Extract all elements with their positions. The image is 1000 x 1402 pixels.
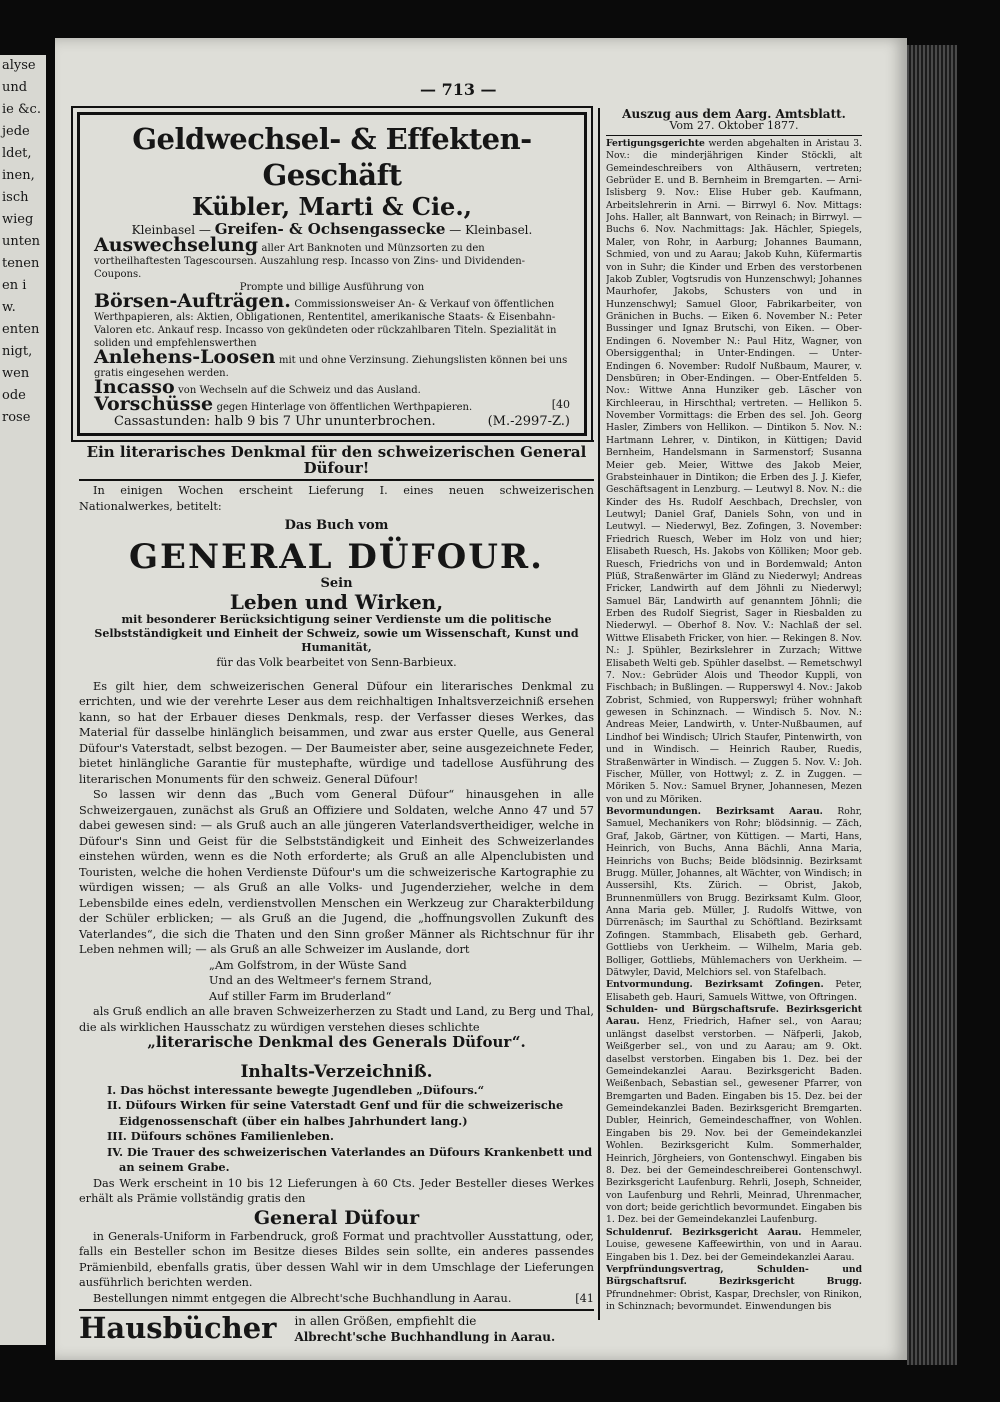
ad-firm: Kübler, Marti & Cie., — [191, 192, 473, 221]
entry-heading: Verpfründungsvertrag, Schulden- und Bürgschaftsruf. Bezirksgericht Brugg. — [606, 1263, 862, 1288]
toc-item: III. Düfours schönes Familienleben. — [107, 1129, 334, 1143]
banner: Ein literarisches Denkmal für den schweizerischen General Düfour! — [86, 443, 587, 477]
ad-line-prompt: Prompte und billige Ausführung von — [239, 282, 425, 293]
entry-text: Rohr, Samuel, Mechanikers von Rohr; blödsinnig. — Zäch, Graf, Jakob, Gärtner, von Küttigen. — Marti, Hans, Heinrich, von Buchs, Anna Bächli, Anna Maria, Heinrichs von Buchs; Beide blödsinnig. Bezirksamt Brugg. Müller, Johannes, alt Wächter, von Windisch; in Aussersihl, Kts. Zürich. — Obrist, Jakob, Brunnenmüllers von Brugg. Bezirksamt Kulm. Gloor, Anna Maria geb. Müller, J. Rudolfs Wittwe, von Dürrenäsch; im Saurthal zu Schöftland. Bezirksamt Zofingen. Stammbach, Elisabeth geb. Gerhard, Gottliebs von Uerkheim. — Wilhelm, Maria geb. Bolliger, Gottliebs, Mühlemachers von Uerkheim. — Dätwyler, David, Melchiors sel. von Stafelbach. — [606, 806, 862, 978]
hausbuecher-ad: Hausbücher in allen Größen, empfiehlt die Albrecht'sche Buchhandlung in Aarau. — [79, 1311, 556, 1346]
fragment-line: inen, — [2, 168, 35, 183]
page-number: — 713 — — [420, 80, 497, 99]
amtsblatt-entry — [606, 138, 862, 806]
paragraph-3: als Gruß endlich an alle braven Schweizerherzen zu Stadt und Land, zu Berg und Thal, die als wirklichen Hausschatz zu würdigen verstehen dieses schlichte — [79, 1005, 594, 1034]
amtsblatt-entries — [606, 138, 862, 1314]
verse-line: Auf stiller Farm im Bruderland“ — [209, 989, 392, 1003]
amtsblatt-column — [606, 108, 862, 1320]
paragraph-1: Es gilt hier, dem schweizerischen General Düfour ein literarisches Denkmal zu errichten, und wie der verehrte Leser aus dem reichhaltigen Inhaltsverzeichniß ersehen kann, so hat der Erbauer dieses Denkmals, resp. der Verfasser dieses Werkes, das Material für dasselbe hinlänglich beisammen, und zwar aus erster Quelle, aus General Düfour's Vaterstadt, selbst bezogen. — Der Baumeister aber, seine ausgezeichnete Feder, bietet hinlängliche Garantie für mustерhafte, würdige und tadellose Ausführung des literarischen Monuments für den schweiz. General Düfour! — [79, 679, 594, 786]
entry-text: Peter, Elisabeth geb. Hauri, Samuels Wittwe, von Oftringen. — [606, 979, 862, 1003]
book-author: für das Volk bearbeitet von Senn-Barbieux. — [216, 656, 457, 669]
exchange-advertisement — [77, 112, 587, 436]
book-pre: Das Buch vom — [284, 518, 389, 533]
ad-address: Greifen- & Ochsengassecke — [214, 220, 446, 238]
fragment-line: en i — [2, 278, 27, 293]
paragraph-4: Das Werk erscheint in 10 bis 12 Lieferungen à 60 Cts. Jeder Besteller dieses Werkes erhält als Prämie vollständig gratis den — [79, 1176, 594, 1205]
toc-title: Inhalts-Verzeichniß. — [240, 1061, 433, 1082]
fragment-line: ode — [2, 388, 26, 403]
verse-line: „Am Golfstrom, in der Wüste Sand — [209, 958, 407, 972]
entry-heading: Schuldenruf. Bezirksgericht Aarau. — [606, 1226, 802, 1238]
adjacent-page-fragment — [0, 55, 46, 1345]
entry-text: Pfrundnehmer: Obrist, Kaspar, Drechsler, von Rinikon, in Schinznach; bevormundet. Einwendungen bis — [606, 1288, 862, 1312]
column-rule — [598, 108, 600, 1320]
fragment-line: alyse — [2, 58, 36, 73]
fragment-line: w. — [2, 300, 16, 315]
fragment-line: ie &c. — [2, 102, 41, 117]
page-block-edges — [907, 45, 957, 1365]
amtsblatt-entry — [606, 1264, 862, 1314]
ad-address-line: Kleinbasel — Greifen- & Ochsengassecke — Kleinbasel. — [131, 220, 533, 238]
dufour-advertisement — [79, 445, 594, 1345]
amtsblatt-entry — [606, 979, 862, 1004]
entry-heading: Fertigungsgerichte — [606, 137, 705, 149]
denkmal-line: „literarische Denkmal des Generals Düfour“. — [147, 1033, 526, 1051]
amtsblatt-date: Vom 27. Oktober 1877. — [669, 119, 799, 133]
fragment-line: jede — [2, 124, 30, 139]
amtsblatt-entry — [606, 806, 862, 979]
ad-line-stock: Börsen-Aufträgen. Commissionsweiser An- & Verkauf von öffentlichen Werthpapieren, als: Aktien, Obligationen, Rententitel, amerikanische Staats- & Eisenbahn-Valoren etc. Ankauf resp. Incasso von gekündeten oder rückzahlbaren Titeln. Spezialität in soliden und empfehlenswerthen — [94, 290, 557, 349]
fragment-line: enten — [2, 322, 40, 337]
toc-item: I. Das höchst interessante bewegte Jugendleben „Düfours.“ — [107, 1082, 485, 1097]
toc-item: IV. Die Trauer des schweizerischen Vaterlandes an Düfours Krankenbett und an seinem Grabe. — [107, 1144, 593, 1174]
fragment-line: und — [2, 80, 28, 95]
entry-text: werden abgehalten in Aristau 3. Nov.: die minderjährigen Kinder Stöckli, alt Gemeindeschreibers von Althäusern, vertreten; Gebrüder E. und B. Bernheim in Bremgarten. — Arni-Islisberg 9. Nov.: Elise Huber geb. Kaufmann, Arbeitslehrerin in Arni. — Birrwyl 6. Nov. Mittags: Johs. Haller, alt Bannwart, von Reinach; in Birrwyl. — Buchs 6. Nov. Nachmittags: Jak. Hächler, Spiegels, Maler, von Rohr, in Aarburg; Johannes Baumann, Schmied, von und zu Aarau; Jakob Kuhn, Küfermartis von in Suhr; die Kinder und Erben des verstorbenen Jakob Zubler, Vogtsrudis von Hunzenschwyl; Johannes Maurhofer, Jakobs, Schusters von und in Hunzenschwyl; Samuel Gloor, Fabrikarbeiter, von Gränichen in Buchs. — Eiken 6. November N.: Peter Bussinger und Ignaz Brutschi, von Eiken. — Ober-Endingen 6. November N.: Paul Hitz, Wagner, von Obersiggenthal; in Unter-Endingen. — Unter-Endingen 6. November: Rudolf Nußbaum, Maurer, v. Densbüren; in Ober-Endingen. — Ober-Entfelden 5. Nov.: Wittwe Anna Hunziker geb. Läscher von Kirchleerau, in Hirschthal; vertreten. — Hellikon 5. November Vormittags: die Erben des sel. Joh. Georg Hasler, Zimbers von Hellikon. — Dintikon 5. Nov. N.: Hartmann Lehrer, v. Dintikon, in Küttigen; David Bernheim, Handelsmann in Sarmenstorf; Susanna Meier geb. Meier, Wittwe des Jakob Meier, Grabsteinhauer in Dintikon; die Erben des J. J. Kiefer, Geschäftsagent in Lenzburg. — Leutwyl 8. Nov. N.: die Kinder des Hs. Rudolf Aeschbach, Drechsler, von Leutwyl; Daniel Graf, Daniels Sohn, von und in Leutwyl. — Niederwyl, Bez. Zofingen, 3. November: Friedrich Ruesch, Weber im Holz von und hier; Elisabeth Ruesch, Hs. Jakobs von Kölliken; Moor geb. Ruesch, Friedrichs von und in Bordemwald; Anton Plüß, Straßenwärter im Gländ zu Niederwyl; Andreas Fricker, Landwirth auf dem Jöhnli zu Niederwyl; Samuel Bär, Landwirth auf genanntem Jöhnli; die Erben des Rudolf Siegrist, Sager in Riesbalden zu Niederwyl. — Oberhof 8. Nov. V.: Nachlaß der sel. Wittwe Elisabeth Fricker, von hier. — Rekingen 8. Nov. N.: J. Spühler, Bezirkslehrer in Zurzach; Wittwe Elisabeth Welti geb. Spühler daselbst. — Remetschwyl 7. Nov.: Gebrüder Alois und Theodor Kuppli, von Fischbach; in Bußlingen. — Rupperswyl 4. Nov.: Jakob Zobrist, Schmied, von Rupperswyl; früher wohnhaft gewesen in Schinznach. — Windisch 5. Nov. N.: Andreas Meier, Landwirth, v. Unter-Nußbaumen, auf Lindhof bei Windisch; Ulrich Staufer, Pintenwirth, von und in Windisch. — Heinrich Rauber, Ruedis, Straßenwärter in Windisch. — Zuggen 5. Nov. V.: Joh. Fischer, Müller, von Hottwyl; z. Z. in Zuggen. — Möriken 5. Nov.: Samuel Bryner, Johannesen, Mezen von und zu Möriken. — [606, 137, 862, 805]
paragraph-2: So lassen wir denn das „Buch vom General Düfour“ hinausgehen in alle Schweizergauen, zunächst als Gruß an Offiziere und Soldaten, welche Anno 47 und 57 dabei gewesen sind: — als Gruß auch an alle jüngeren Vaterlandsvertheidiger, welche in Düfour's Sinn und Geist für die Selbstständigkeit und Einheit des Schweizerlandes einstehen würden, wenn es die Noth erforderte; als Gruß an alle Alpenclubisten und Touristen, welche die hohen Verdienste Düfour's um die schweizerische Kartographie zu würdigen wissen; — als Gruß an alle Volks- und Jugenderzieher, welche in dem Lebensbilde eines edeln, verdienstvollen Menschen ein Werkzeug zur Charakterbildung der Schüler erblicken; — als Gruß an die Jugend, die „hoffnungsvollen Zukunft des Vaterlandes“, die sich die Thaten und den Sinn großer Männer als Richtschnur für ihr Leben nehmen will; — als Gruß an alle Schweizer im Auslande, dort — [79, 788, 594, 956]
verse-line: Und an des Weltmeer's fernem Strand, — [209, 974, 433, 987]
leben-und-wirken: Leben und Wirken, — [229, 590, 444, 614]
ad-line-loans: Anlehens-Loosen mit und ohne Verzinsung. Ziehungslisten können bei uns gratis eingesehen werden. — [94, 346, 568, 379]
fragment-line: ldet, — [2, 146, 32, 161]
amtsblatt-title: Auszug aus dem Aarg. Amtsblatt. — [622, 108, 846, 121]
toc-item: II. Düfours Wirken für seine Vaterstadt Genf und für die schweizerische Eidgenossenschaft (über ein halbes Jahrhundert lang.) — [107, 1098, 564, 1128]
intro: In einigen Wochen erscheint Lieferung I. eines neuen schweizerischen Nationalwerkes, betitelt: — [79, 484, 594, 513]
fragment-line: nigt, — [2, 344, 33, 359]
general-dufour: General Düfour — [253, 1206, 420, 1229]
orders-line: Bestellungen nimmt entgegen die Albrecht'sche Buchhandlung in Aarau. [41 — [93, 1291, 594, 1305]
fragment-line: unten — [2, 234, 41, 249]
ad-title: Geldwechsel- & Effekten-Geschäft — [132, 122, 532, 192]
divider — [79, 440, 594, 442]
fragment-line: isch — [2, 190, 29, 205]
amtsblatt-entry — [606, 1227, 862, 1264]
ad-line-advances: Vorschüsse gegen Hinterlage von öffentlichen Werthpapieren. [40 — [94, 393, 570, 415]
paragraph-5: in Generals-Uniform in Farbendruck, groß Format und prachtvoller Ausstattung, oder, falls ein Besteller schon im Besitze dieses Bildes sein sollte, ein anderes passendes Prämienbild, ebenfalls gratis, über dessen Wahl wir in dem Umschlage der Lieferungen ausführlich berichten werden. — [79, 1229, 594, 1289]
fragment-line: rose — [2, 410, 31, 425]
entry-heading: Schulden- und Bürgschaftsrufe. Bezirksgericht Aarau. — [606, 1004, 862, 1028]
ad-hours: Cassastunden: halb 9 bis 7 Uhr ununterbrochen. (M.-2997-Z.) — [114, 414, 570, 429]
sein: Sein — [320, 575, 353, 591]
fragment-line: wen — [2, 366, 30, 381]
entry-heading: Entvormundung. Bezirksamt Zofingen. — [606, 979, 824, 991]
book-subtitle: mit besonderer Berücksichtigung seiner Verdienste um die politische Selbstständigkeit und Einheit der Schweiz, sowie um Wissenschaft, Kunst und Humanität, — [94, 613, 579, 654]
fragment-line: tenen — [2, 256, 40, 271]
entry-heading: Bevormundungen. Bezirksamt Aarau. — [606, 806, 823, 817]
ad-line-exchange: Auswechselung aller Art Banknoten und Münzsorten zu den vortheilhaftesten Tagescoursen. Auszahlung resp. Incasso von Zins- und Dividenden-Coupons. — [94, 234, 526, 280]
fragment-line: wieg — [2, 212, 34, 227]
entry-text: Hemmeler, Louise, gewesene Kaffeewirthin, von und in Aarau. Eingaben bis 1. Dez. bei der Gemeindekanzlei Aarau. — [606, 1226, 862, 1263]
amtsblatt-entry — [606, 1004, 862, 1227]
ad-line-incasso: Incasso von Wechseln auf die Schweiz und das Ausland. — [94, 376, 421, 398]
entry-text: Henz, Friedrich, Hafner sel., von Aarau; unlängst daselbst verstorben. — Näfperli, Jakob, Weißgerber sel., von und zu Aarau; am 9. Okt. daselbst verstorben. Eingaben bis 1. Dez. bei der Gemeindekanzlei Aarau. Bezirksgericht Baden. Weißenbach, Sebastian sel., gewesener Pfarrer, von Bremgarten und Baden. Eingaben bis 15. Dez. bei der Gemeindekanzlei Baden. Bezirksgericht Bremgarten. Dubler, Heinrich, Gemeindeschaffner, von Wohlen. Eingaben bis 29. Nov. bei der Gemeindekanzlei Wohlen. Bezirksgericht Kulm. Sommerhalder, Heinrich, Jörgheiers, von Gontenschwyl. Eingaben bis 8. Dez. bei der Gemeindeschreiberei Gontenschwyl. Bezirksgericht Laufenburg. Rehrli, Joseph, Schneider, von Laufenburg und Rehrli, Meinrad, Uhrenmacher, von dort; beide gerichtlich bevormundet. Eingaben bis 1. Dez. bei der Gemeindekanzlei Laufenburg. — [606, 1016, 862, 1226]
book-title: GENERAL DÜFOUR. — [129, 536, 544, 577]
